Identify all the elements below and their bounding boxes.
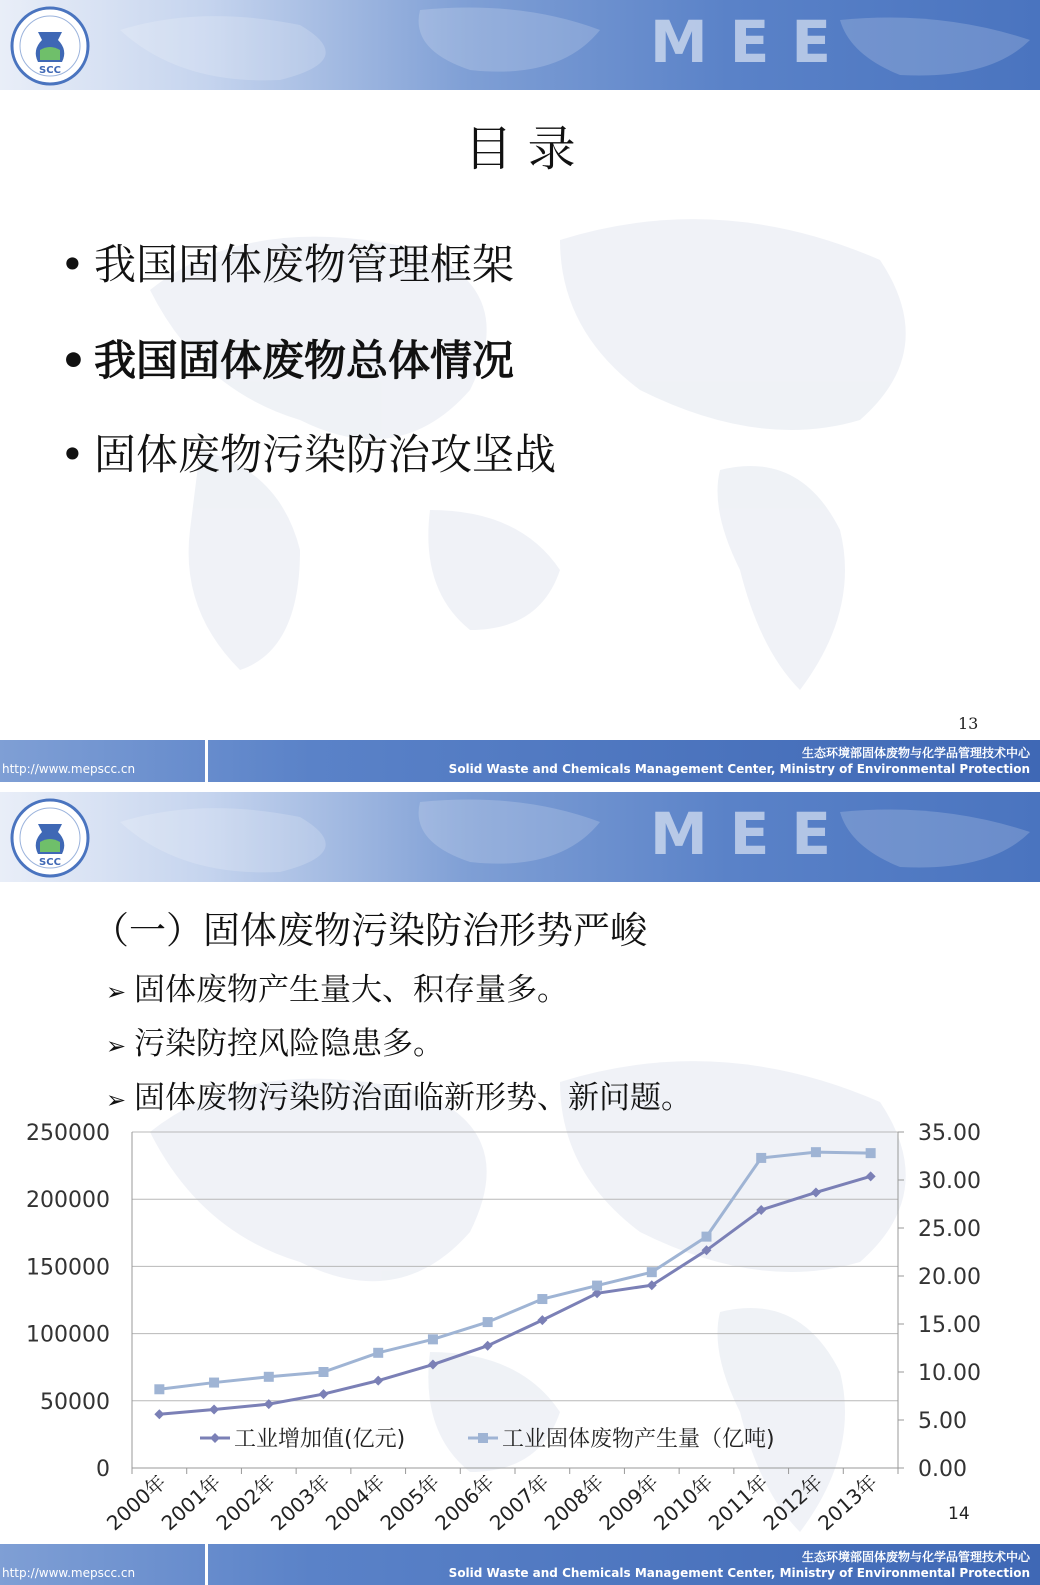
footer-divider [205,740,208,782]
x-tick-label: 2006年 [430,1469,499,1536]
data-point-square [756,1153,766,1163]
data-point-square [702,1232,712,1242]
x-tick-label: 2007年 [484,1469,554,1536]
bullet-text: 固体废物污染防治面临新形势、新问题。 [134,1080,692,1116]
data-point-diamond [154,1409,164,1419]
footer-org-cn: 生态环境部固体废物与化学品管理技术中心 [801,1550,1030,1564]
scc-logo [10,798,90,878]
header-banner [0,0,1040,90]
mee-banner-text: MEE [650,800,853,868]
legend-marker-square [478,1433,488,1443]
y-left-tick-label: 0 [96,1457,110,1482]
page-number: 14 [948,1504,970,1524]
y-left-tick-label: 100000 [26,1322,110,1348]
x-tick-label: 2012年 [758,1469,828,1536]
footer-url[interactable]: http://www.mepscc.cn [2,762,136,776]
data-point-square [483,1317,493,1327]
arrow-bullet-icon: ➢ [106,1086,127,1114]
bullet-text: 污染防控风险隐患多。 [134,1026,444,1062]
x-tick-label: 2001年 [156,1469,226,1536]
toc-item-3 [60,422,556,482]
y-right-tick-label: 5.00 [918,1409,967,1434]
toc-item-label: 我国固体废物总体情况 [94,336,515,385]
data-point-square [319,1367,329,1377]
dual-axis-line-chart [0,1110,1040,1585]
toc-item-2-current [60,328,514,388]
scc-logo [10,6,90,86]
data-point-square [537,1294,547,1304]
logo-text: SCC [39,65,61,76]
page-number: 13 [958,714,979,733]
footer-bar [0,740,1040,782]
x-tick-label: 2009年 [594,1469,664,1536]
arrow-bullet-icon: ➢ [106,978,127,1006]
arrow-bullet-icon: ➢ [106,1032,127,1060]
toc-item-label: 我国固体废物管理框架 [94,240,515,289]
bullet-dot: • [60,240,85,289]
legend-marker-diamond [210,1433,220,1443]
data-point-square [373,1348,383,1358]
slide-13 [0,0,1040,792]
slide-14 [0,792,1040,1585]
y-left-tick-label: 250000 [26,1121,110,1146]
y-right-tick-label: 20.00 [918,1265,981,1290]
footer-org-cn: 生态环境部固体废物与化学品管理技术中心 [801,746,1030,760]
x-tick-label: 2000年 [101,1469,171,1536]
data-point-square [647,1267,657,1277]
data-point-square [209,1378,219,1388]
bullet-item-2 [106,1018,444,1063]
data-point-diamond [537,1315,547,1325]
data-point-diamond [483,1341,493,1351]
data-point-diamond [811,1187,821,1197]
legend-label: 工业增加值(亿元) [234,1427,406,1452]
y-right-tick-label: 0.00 [918,1457,967,1482]
data-point-diamond [319,1389,329,1399]
x-tick-label: 2002年 [211,1469,281,1536]
x-tick-label: 2013年 [813,1469,882,1536]
y-left-tick-label: 200000 [26,1188,110,1214]
bullet-dot: • [60,430,85,479]
data-point-square [866,1148,876,1158]
world-map-watermark [0,90,1040,730]
bullet-text: 固体废物产生量大、积存量多。 [134,972,568,1008]
section-heading: （一）固体废物污染防治形势严峻 [92,909,647,952]
y-right-tick-label: 35.00 [918,1121,981,1146]
banner-map-decoration [0,792,1040,882]
y-left-tick-label: 150000 [26,1255,110,1281]
mee-banner-text: MEE [650,8,853,76]
data-point-diamond [428,1360,438,1370]
footer-divider [205,1544,208,1585]
data-point-square [811,1147,821,1157]
y-right-tick-label: 10.00 [918,1361,981,1386]
x-tick-label: 2011年 [703,1469,773,1536]
bullet-dot: • [60,336,87,385]
footer-bar [0,1544,1040,1585]
x-tick-label: 2003年 [266,1469,335,1536]
series-line [159,1152,870,1389]
toc-item-label: 固体废物污染防治攻坚战 [94,430,557,479]
data-point-diamond [866,1171,876,1181]
y-right-tick-label: 30.00 [918,1169,981,1194]
y-right-tick-label: 25.00 [918,1217,981,1242]
y-left-tick-label: 50000 [40,1389,110,1415]
bullet-item-1 [106,964,568,1009]
y-right-tick-label: 15.00 [918,1313,981,1338]
header-banner [0,792,1040,882]
x-tick-label: 2004年 [320,1469,390,1536]
x-tick-label: 2005年 [375,1469,445,1536]
data-point-square [428,1334,438,1344]
footer-url[interactable]: http://www.mepscc.cn [2,1566,136,1580]
data-point-square [154,1384,164,1394]
x-tick-label: 2008年 [539,1469,609,1536]
data-point-diamond [373,1376,383,1386]
toc-item-1 [60,232,514,292]
data-point-square [264,1372,274,1382]
footer-org-en: Solid Waste and Chemicals Management Center, Ministry of Environmental Protection [448,1566,1030,1580]
data-point-square [592,1281,602,1291]
legend-label: 工业固体废物产生量（亿吨) [502,1427,775,1452]
logo-text: SCC [39,857,61,868]
footer-org-en: Solid Waste and Chemicals Management Center, Ministry of Environmental Protection [448,762,1030,776]
toc-title: 目 录 [464,121,576,177]
data-point-diamond [209,1405,219,1415]
banner-map-decoration [0,0,1040,90]
x-tick-label: 2010年 [649,1469,718,1536]
